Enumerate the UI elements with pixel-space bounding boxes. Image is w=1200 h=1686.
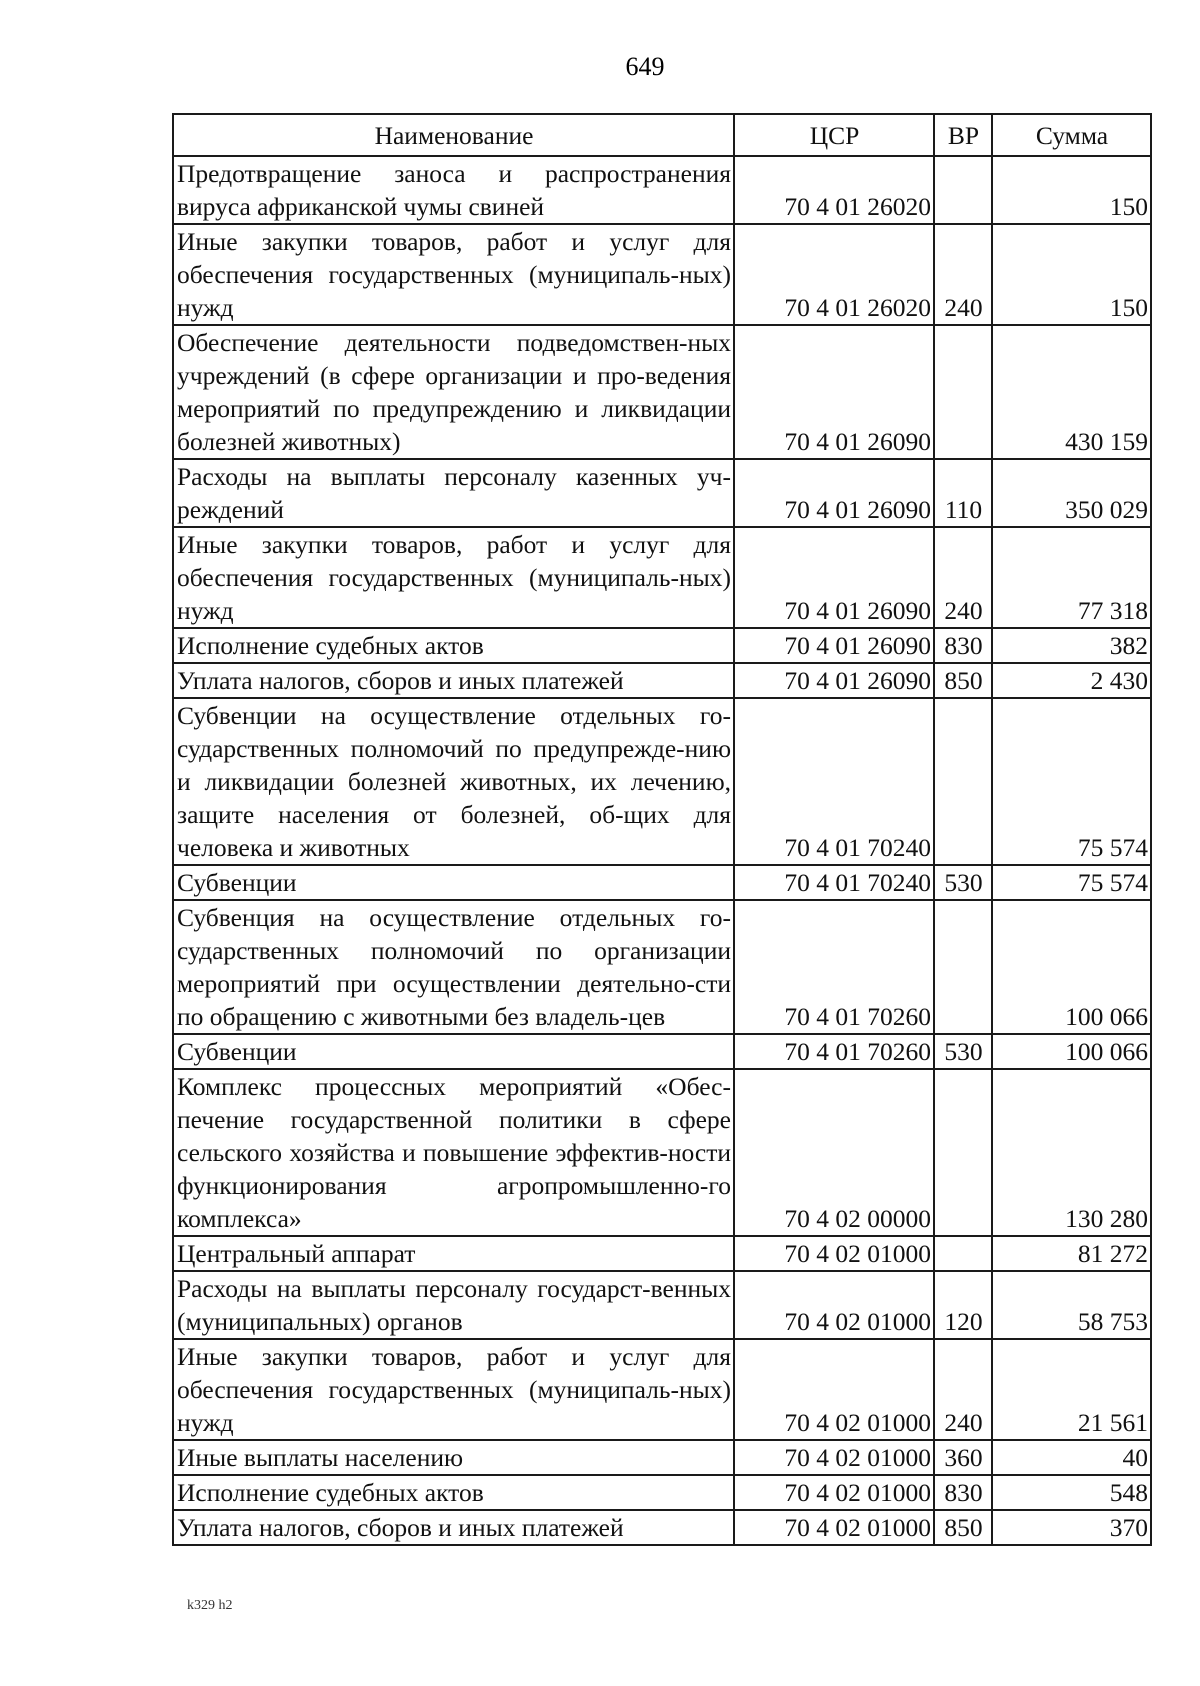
page-number: 649 — [625, 52, 665, 81]
row-vr-cell — [934, 1236, 992, 1271]
budget-table — [172, 113, 1152, 1546]
table-row — [173, 1475, 1151, 1510]
table-row — [173, 1440, 1151, 1475]
row-csr-cell: 70 4 01 26090 — [734, 663, 934, 698]
header-name: Наименование — [173, 114, 734, 156]
row-name-cell: Уплата налогов, сборов и иных платежей — [173, 1510, 734, 1545]
table-row — [173, 459, 1151, 527]
header-vr: ВР — [934, 114, 992, 156]
row-sum-cell: 21 561 — [992, 1339, 1151, 1440]
row-sum-cell: 40 — [992, 1440, 1151, 1475]
row-csr-cell: 70 4 02 01000 — [734, 1271, 934, 1339]
footer-code: k329 h2 — [187, 1598, 233, 1613]
row-vr-cell: 850 — [934, 663, 992, 698]
row-vr-cell: 120 — [934, 1271, 992, 1339]
row-name-cell: Исполнение судебных актов — [173, 628, 734, 663]
row-sum-cell: 150 — [992, 156, 1151, 224]
row-vr-cell — [934, 1069, 992, 1236]
row-name-cell: Обеспечение деятельности подведомствен-ных учреждений (в сфере организации и про-ведения мероприятий по предупреждению и ликвидации болезней животных) — [173, 325, 734, 459]
row-csr-cell: 70 4 01 70260 — [734, 1034, 934, 1069]
row-sum-cell: 100 066 — [992, 1034, 1151, 1069]
row-csr-cell: 70 4 01 70260 — [734, 900, 934, 1034]
row-vr-cell: 850 — [934, 1510, 992, 1545]
row-csr-cell: 70 4 01 70240 — [734, 698, 934, 865]
table-row — [173, 1510, 1151, 1545]
row-vr-cell: 530 — [934, 1034, 992, 1069]
table-row — [173, 224, 1151, 325]
row-csr-cell: 70 4 02 00000 — [734, 1069, 934, 1236]
row-sum-cell: 58 753 — [992, 1271, 1151, 1339]
row-sum-cell: 77 318 — [992, 527, 1151, 628]
row-sum-cell: 430 159 — [992, 325, 1151, 459]
row-name-cell: Субвенции на осуществление отдельных го-сударственных полномочий по предупрежде-нию и ликвидации болезней животных, их лечению, защите населения от болезней, об-щих для человека и животных — [173, 698, 734, 865]
row-csr-cell: 70 4 01 26020 — [734, 224, 934, 325]
row-sum-cell: 382 — [992, 628, 1151, 663]
row-csr-cell: 70 4 01 70240 — [734, 865, 934, 900]
header-sum: Сумма — [992, 114, 1151, 156]
row-name-cell: Комплекс процессных мероприятий «Обес-печение государственной политики в сфере сельского хозяйства и повышение эффектив-ности функционирования агропромышленно-го комплекса» — [173, 1069, 734, 1236]
table-row — [173, 698, 1151, 865]
table-row — [173, 1271, 1151, 1339]
table-row — [173, 1339, 1151, 1440]
row-sum-cell: 75 574 — [992, 865, 1151, 900]
header-csr: ЦСР — [734, 114, 934, 156]
row-sum-cell: 75 574 — [992, 698, 1151, 865]
row-vr-cell: 830 — [934, 1475, 992, 1510]
row-csr-cell: 70 4 01 26020 — [734, 156, 934, 224]
row-csr-cell: 70 4 02 01000 — [734, 1475, 934, 1510]
row-vr-cell: 240 — [934, 224, 992, 325]
row-vr-cell: 530 — [934, 865, 992, 900]
row-sum-cell: 350 029 — [992, 459, 1151, 527]
row-sum-cell: 81 272 — [992, 1236, 1151, 1271]
table-row — [173, 628, 1151, 663]
row-vr-cell: 110 — [934, 459, 992, 527]
table-row — [173, 527, 1151, 628]
row-sum-cell: 2 430 — [992, 663, 1151, 698]
row-csr-cell: 70 4 02 01000 — [734, 1339, 934, 1440]
table-row — [173, 1069, 1151, 1236]
row-name-cell: Расходы на выплаты персоналу казенных уч-реждений — [173, 459, 734, 527]
row-sum-cell: 548 — [992, 1475, 1151, 1510]
row-name-cell: Субвенция на осуществление отдельных го-сударственных полномочий по организации мероприятий при осуществлении деятельно-сти по обращению с животными без владель-цев — [173, 900, 734, 1034]
row-vr-cell: 240 — [934, 527, 992, 628]
table-row — [173, 156, 1151, 224]
row-sum-cell: 130 280 — [992, 1069, 1151, 1236]
table-row — [173, 663, 1151, 698]
table-row — [173, 325, 1151, 459]
row-csr-cell: 70 4 02 01000 — [734, 1236, 934, 1271]
table-row — [173, 865, 1151, 900]
row-name-cell: Субвенции — [173, 865, 734, 900]
row-vr-cell: 240 — [934, 1339, 992, 1440]
row-vr-cell: 360 — [934, 1440, 992, 1475]
row-vr-cell: 830 — [934, 628, 992, 663]
row-name-cell: Предотвращение заноса и распространения вируса африканской чумы свиней — [173, 156, 734, 224]
row-vr-cell — [934, 698, 992, 865]
row-csr-cell: 70 4 01 26090 — [734, 325, 934, 459]
row-vr-cell — [934, 156, 992, 224]
row-name-cell: Субвенции — [173, 1034, 734, 1069]
row-sum-cell: 370 — [992, 1510, 1151, 1545]
row-name-cell: Иные закупки товаров, работ и услуг для обеспечения государственных (муниципаль-ных) нужд — [173, 527, 734, 628]
row-csr-cell: 70 4 01 26090 — [734, 459, 934, 527]
row-vr-cell — [934, 900, 992, 1034]
table-row — [173, 1034, 1151, 1069]
row-csr-cell: 70 4 02 01000 — [734, 1510, 934, 1545]
table-row — [173, 1236, 1151, 1271]
row-name-cell: Иные выплаты населению — [173, 1440, 734, 1475]
row-name-cell: Центральный аппарат — [173, 1236, 734, 1271]
row-name-cell: Расходы на выплаты персоналу государст-венных (муниципальных) органов — [173, 1271, 734, 1339]
row-sum-cell: 150 — [992, 224, 1151, 325]
table-row — [173, 900, 1151, 1034]
row-sum-cell: 100 066 — [992, 900, 1151, 1034]
row-csr-cell: 70 4 01 26090 — [734, 527, 934, 628]
row-csr-cell: 70 4 01 26090 — [734, 628, 934, 663]
row-name-cell: Иные закупки товаров, работ и услуг для обеспечения государственных (муниципаль-ных) нужд — [173, 1339, 734, 1440]
row-csr-cell: 70 4 02 01000 — [734, 1440, 934, 1475]
table-body — [173, 156, 1151, 1545]
row-name-cell: Иные закупки товаров, работ и услуг для обеспечения государственных (муниципаль-ных) нужд — [173, 224, 734, 325]
row-name-cell: Уплата налогов, сборов и иных платежей — [173, 663, 734, 698]
row-name-cell: Исполнение судебных актов — [173, 1475, 734, 1510]
row-vr-cell — [934, 325, 992, 459]
table-header-row — [173, 114, 1151, 156]
